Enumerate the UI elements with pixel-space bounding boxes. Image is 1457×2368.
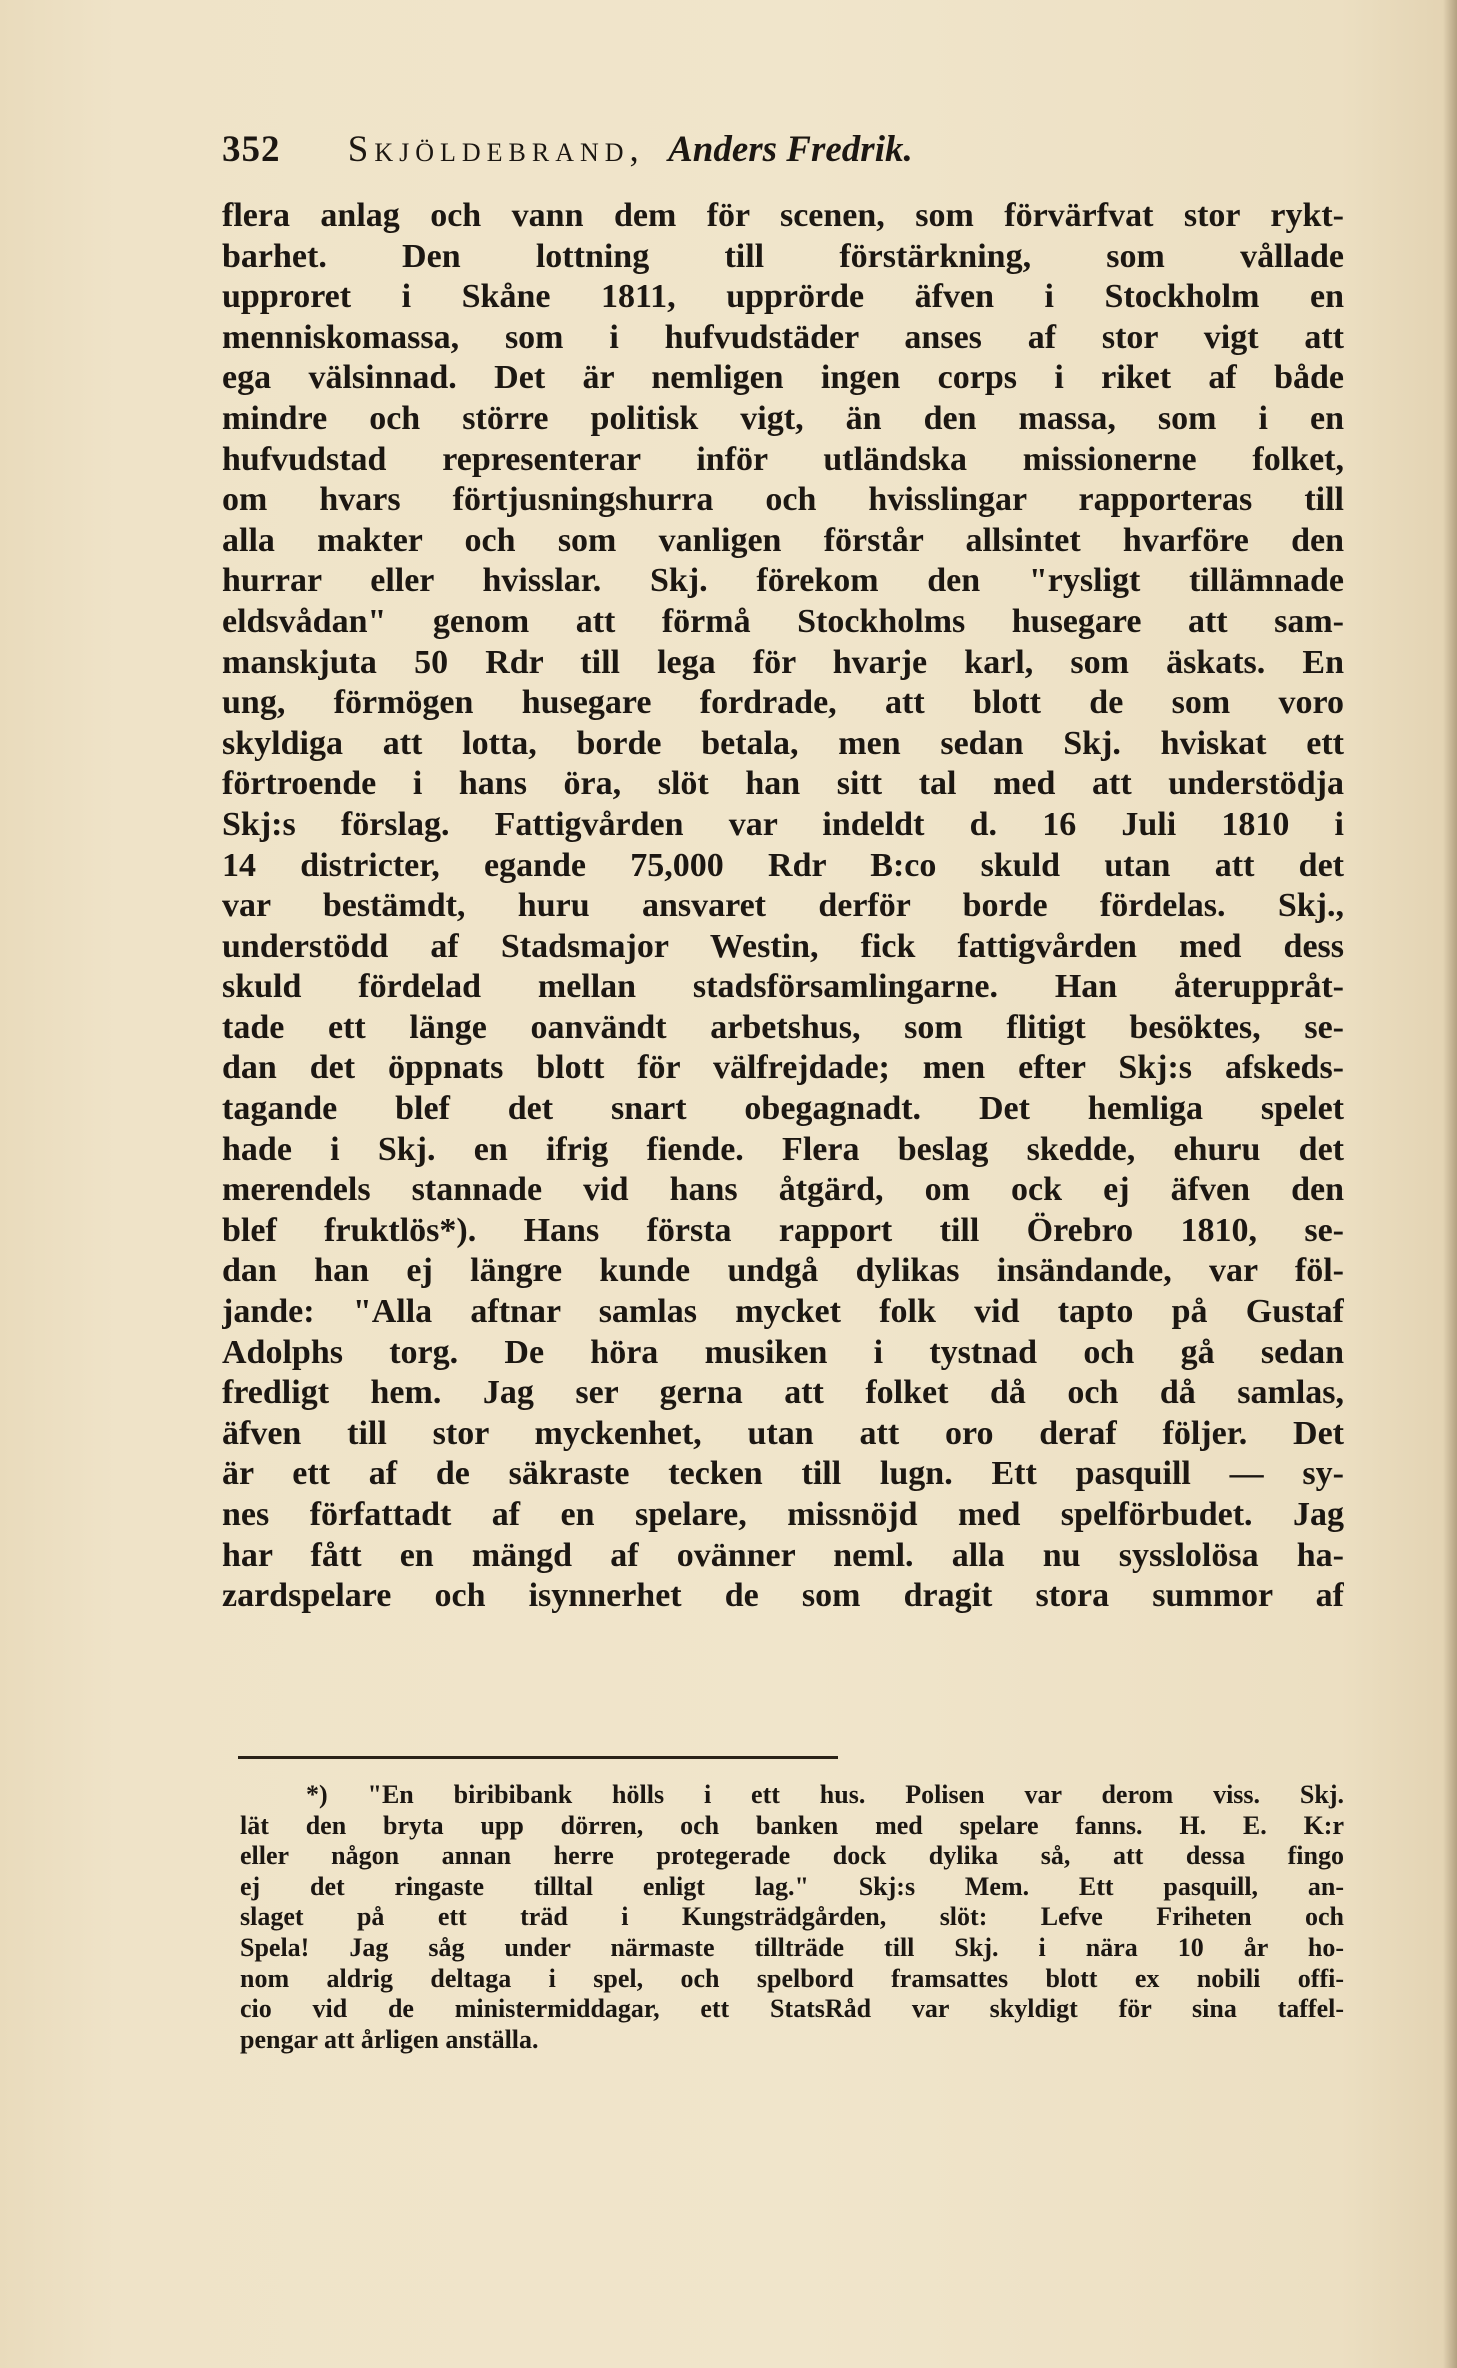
footnote-line: ej det ringaste tilltal enligt lag." Skj:s Mem. Ett pasquill, an- <box>240 1871 1344 1901</box>
text-line: var bestämdt, huru ansvaret derför borde fördelas. Skj., <box>222 887 1344 925</box>
text-line: nes författadt af en spelare, missnöjd med spelförbudet. Jag <box>222 1496 1344 1533</box>
text-line: Skj:s förslag. Fattigvården var indeldt d. 16 Juli 1810 i <box>222 805 1344 843</box>
text-line: tagande blef det snart obegagnadt. Det hemliga spelet <box>222 1090 1344 1128</box>
footnote-line: *) "En biribibank hölls i ett hus. Polisen var derom viss. Skj. <box>306 1780 1344 1809</box>
text-line: understödd af Stadsmajor Westin, fick fattigvården med dess <box>222 927 1344 965</box>
text-line: menniskomassa, som i hufvudstäder anses af stor vigt att <box>222 318 1344 356</box>
text-line: äfven till stor myckenhet, utan att oro deraf följer. Det <box>222 1414 1344 1452</box>
text-line: Adolphs torg. De höra musiken i tystnad och gå sedan <box>222 1333 1344 1371</box>
text-line: barhet. Den lottning till förstärkning, som vållade <box>222 237 1344 275</box>
text-line: fredligt hem. Jag ser gerna att folket då och då samlas, <box>222 1374 1344 1412</box>
text-line: har fått en mängd af ovänner neml. alla nu sysslolösa ha- <box>222 1536 1344 1574</box>
text-line: dan det öppnats blott för välfrejdade; men efter Skj:s afskeds- <box>222 1049 1344 1087</box>
text-line: dan han ej längre kunde undgå dylikas insändande, var föl- <box>222 1252 1344 1290</box>
text-line: upproret i Skåne 1811, upprörde äfven i Stockholm en <box>222 278 1344 316</box>
header-surname: Skjöldebrand, <box>347 129 645 170</box>
footnote-line: eller någon annan herre protegerade dock dylika så, att dessa fingo <box>240 1841 1344 1871</box>
running-header <box>222 128 1342 172</box>
text-line: alla makter och som vanligen förstår allsintet hvarföre den <box>222 521 1344 559</box>
text-line: ega välsinnad. Det är nemligen ingen corps i riket af både <box>222 359 1344 397</box>
text-line: zardspelare och isynnerhet de som dragit stora summor af <box>222 1577 1344 1615</box>
text-line: blef fruktlös*). Hans första rapport till Örebro 1810, se- <box>222 1211 1344 1249</box>
footnote-rule <box>238 1756 838 1759</box>
text-line: mindre och större politisk vigt, än den massa, som i en <box>222 399 1344 437</box>
page-number: 352 <box>222 129 281 170</box>
text-line: om hvars förtjusningshurra och hvisslingar rapporteras till <box>222 481 1344 519</box>
text-line: merendels stannade vid hans åtgärd, om ock ej äfven den <box>222 1171 1344 1209</box>
text-line: ung, förmögen husegare fordrade, att blott de som voro <box>222 684 1344 722</box>
text-line: flera anlag och vann dem för scenen, som förvärfvat stor rykt- <box>222 197 1344 234</box>
header-given-names: Anders Fredrik. <box>668 129 913 170</box>
text-line: eldsvådan" genom att förmå Stockholms husegare att sam- <box>222 602 1344 640</box>
footnote-line: Spela! Jag såg under närmaste tillträde till Skj. i nära 10 år ho- <box>240 1932 1344 1962</box>
text-line: tade ett länge oanvändt arbetshus, som flitigt besöktes, se- <box>222 1008 1344 1046</box>
footnote-line: lät den bryta upp dörren, och banken med spelare fanns. H. E. K:r <box>240 1810 1344 1840</box>
main-text <box>222 196 1344 1617</box>
show-through-text <box>250 1706 1330 1746</box>
text-line: förtroende i hans öra, slöt han sitt tal med att understödja <box>222 765 1344 803</box>
text-line: skuld fördelad mellan stadsförsamlingarne. Han återuppråt- <box>222 968 1344 1006</box>
footnote-line: pengar att årligen anställa. <box>240 2024 539 2054</box>
text-line: 14 districter, egande 75,000 Rdr B:co skuld utan att det <box>222 846 1344 884</box>
footnote <box>240 1780 1344 2055</box>
text-line: hade i Skj. en ifrig fiende. Flera beslag skedde, ehuru det <box>222 1130 1344 1168</box>
text-line: jande: "Alla aftnar samlas mycket folk vid tapto på Gustaf <box>222 1293 1344 1331</box>
text-line: är ett af de säkraste tecken till lugn. Ett pasquill — sy- <box>222 1455 1344 1493</box>
footnote-line: nom aldrig deltaga i spel, och spelbord framsattes blott ex nobili offi- <box>240 1963 1344 1993</box>
text-line: skyldiga att lotta, borde betala, men sedan Skj. hviskat ett <box>222 724 1344 762</box>
text-line: manskjuta 50 Rdr till lega för hvarje karl, som äskats. En <box>222 643 1344 681</box>
footnote-line: slaget på ett träd i Kungsträdgården, slöt: Lefve Friheten och <box>240 1902 1344 1932</box>
text-line: hurrar eller hvisslar. Skj. förekom den "rysligt tillämnade <box>222 562 1344 600</box>
text-line: hufvudstad representerar inför utländska missionerne folket, <box>222 440 1344 478</box>
page-shadow <box>1443 0 1457 2368</box>
footnote-line: cio vid de ministermiddagar, ett StatsRåd var skyldigt för sina taffel- <box>240 1994 1344 2024</box>
